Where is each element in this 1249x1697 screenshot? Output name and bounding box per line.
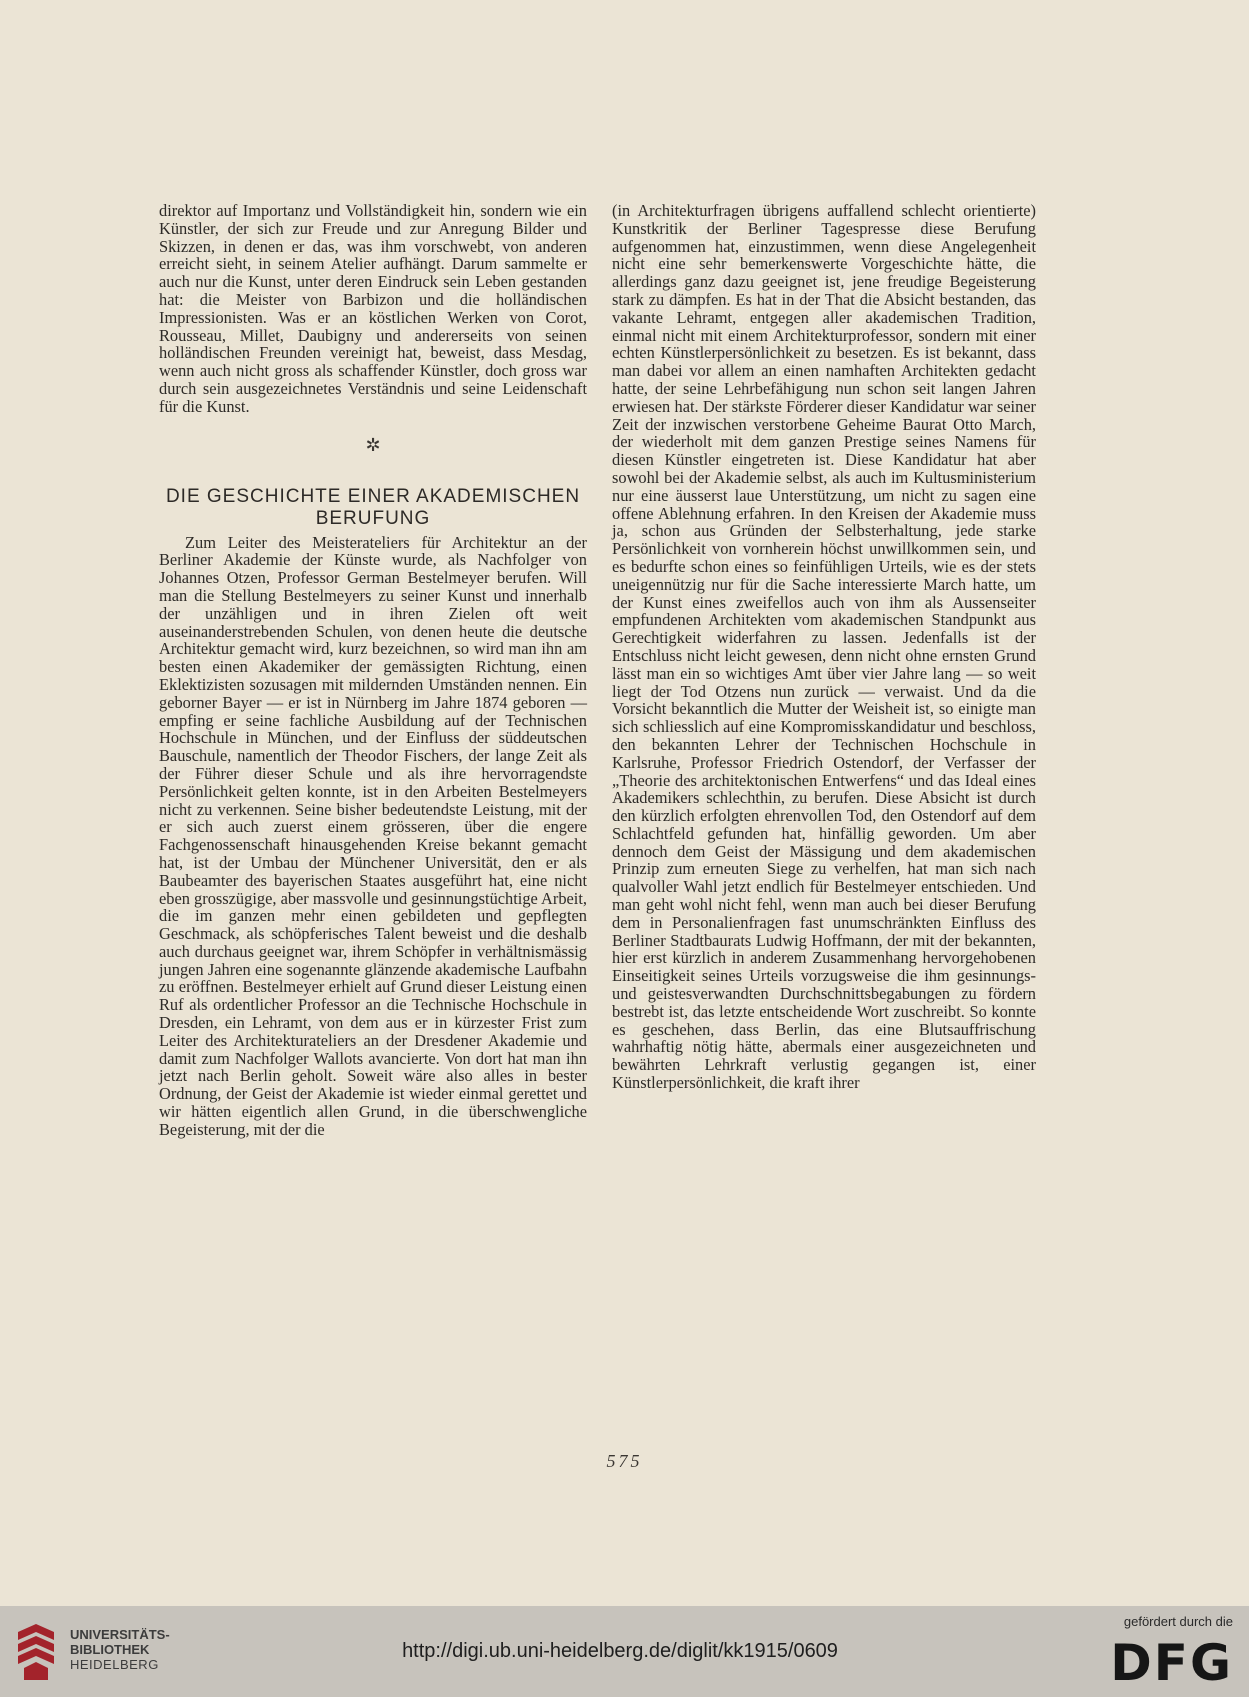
left-column — [159, 202, 587, 1139]
page-number: 575 — [606, 1451, 643, 1471]
right-column — [612, 202, 1036, 1092]
section-paragraph: Zum Leiter des Meisterateliers für Architektur an der Berliner Akademie der Künste wurde, als Nachfolger von Johannes Otzen, Professor German Bestelmeyer berufen. Will man die Stellung Bestelmeyers zu seiner Kunst und innerhalb der unzähligen und in ihren Zielen oft weit auseinanderstrebenden Schulen, von denen heute die deutsche Architektur gemacht wird, kurz bezeichnen, so wird man ihn am besten einen Akademiker der gemässigten Richtung, einen Eklektizisten sozusagen mit mildernden Umständen nennen. Ein geborner Bayer — er ist in Nürnberg im Jahre 1874 geboren — empfing er seine fachliche Ausbildung auf der Technischen Hochschule in München, und der Einfluss der süddeutschen Bauschule, namentlich der Theodor Fischers, der lange Zeit als der Führer dieser Schule und als ihre hervorragendste Persönlichkeit gelten konnte, ist in den Arbeiten Bestelmeyers nicht zu verkennen. Seine bisher bedeutendste Leistung, mit der er sich auch zuerst einem grösseren, über die engere Fachgenossenschaft hinausgehenden Kreise bekannt gemacht hat, ist der Umbau der Münchener Universität, den er als Baubeamter des bayerischen Staates ausgeführt hat, eine nicht eben grosszügige, aber massvolle und gesinnungstüchtige Arbeit, die im ganzen mehr einen gebildeten und gepflegten Geschmack, als schöpferisches Talent beweist und die deshalb auch durchaus geeignet war, ihrem Schöpfer in verhältnismässig jungen Jahren eine sogenannte glänzende akademische Laufbahn zu eröffnen. Bestelmeyer erhielt auf Grund dieser Leistung einen Ruf als ordentlicher Professor an die Technische Hochschule in Dresden, ein Lehramt, von dem aus er in kürzester Frist zum Leiter des Architekturateliers an der Dresdener Akademie und damit zum Nachfolger Wallots avancierte. Von dort hat man ihn jetzt nach Berlin geholt. Soweit wäre also alles in bester Ordnung, der Geist der Akademie ist wieder einmal gerettet und wir hätten eigentlich allen Grund, in die überschwengliche Begeisterung, mit der die — [159, 532, 587, 1139]
footer-bar — [0, 1606, 1249, 1697]
right-paragraph: (in Architekturfragen übrigens auffallend schlecht orientierte) Kunstkritik der Berliner Tagespresse diese Berufung aufgenommen hat, einzustimmen, wenn diese Angelegenheit nicht eine sehr bemerkenswerte Vorgeschichte hätte, die allerdings ganz dazu geeignet ist, jene freudige Begeisterung stark zu dämpfen. Es hat in der That die Absicht bestanden, das vakante Lehramt, entgegen aller akademischen Tradition, einmal nicht mit einem Architekturprofessor, sondern mit einer echten Künstlerpersönlichkeit zu besetzen. Es ist bekannt, dass man dabei vor allem an einen namhaften Architekten gedacht hatte, der seine Lehrbefähigung nun schon seit langen Jahren erwiesen hat. Der stärkste Förderer dieser Kandidatur war seiner Zeit der inzwischen verstorbene Geheime Baurat Otto March, der wiederholt mit dem ganzen Prestige seines Namens für diesen Künstler eingetreten ist. Diese Kandidatur hat aber sowohl bei der Akademie selbst, als auch im Kultusministerium nur eine äusserst laue Unterstützung, um nicht zu sagen eine offene Ablehnung erfahren. In den Kreisen der Akademie muss ja, schon aus Gründen der Selbsterhaltung, jede starke Persönlichkeit von vornherein höchst unwillkommen sein, und es bedurfte schon eines so feinfühligen Urteils, wie es der stets uneigennützig nur für die Sache interessierte March hatte, um der Kunst eines zweifellos auch von ihm als Aussenseiter empfundenen Architekten vom akademischen Standpunkt aus Gerechtigkeit widerfahren zu lassen. Jedenfalls ist der Entschluss nicht leicht gewesen, denn nicht ohne ernsten Grund lässt man ein so wichtiges Amt über vier Jahre lang — so weit liegt der Tod Otzens nun zurück — verwaist. Und da die Vorsicht bekanntlich die Mutter der Weisheit ist, so einigte man sich schliesslich auf eine Kompromisskandidatur und beschloss, den bekannten Lehrer der Technischen Hochschule in Karlsruhe, Professor Friedrich Ostendorf, der Verfasser der „Theorie des architektonischen Entwerfens“ und das Ideal eines Akademikers schlechthin, zu berufen. Diese Absicht ist durch den kürzlich erfolgten ehrenvollen Tod, den Ostendorf auf dem Schlachtfeld gefunden hat, hinfällig geworden. Um aber dennoch dem Geist der Mässigung und dem akademischen Prinzip zum erneuten Siege zu verhelfen, hat man sich nach qualvoller Wahl jetzt endlich für Bestelmeyer entschieden. Und man geht wohl nicht fehl, wenn man auch bei dieser Berufung dem in Personalienfragen fast unumschränkten Einfluss des Berliner Stadtbaurats Ludwig Hoffmann, der mit der bekannten, hier erst kürzlich in anderem Zusammenhang hervorgehobenen Einseitigkeit seines Urteils vorzugsweise die ihm gesinnungs- und geistesverwandten Durchschnittsbegabungen zu fördern bestrebt ist, das letzte entscheidende Wort zuschreibt. So konnte es geschehen, dass Berlin, das eine Blutsauffrischung wahrhaftig nötig hätte, abermals einer ausgezeichneten und bewährten Lehrkraft verlustig gegangen ist, einer Künstlerpersönlichkeit, die kraft ihrer — [612, 201, 1036, 1093]
dfg-logo: DFG — [1110, 1634, 1233, 1692]
section-ornament: ✲ — [365, 434, 381, 455]
funded-by-label: gefördert durch die — [1123, 1614, 1233, 1629]
library-logo-icon — [14, 1622, 58, 1682]
section-heading: DIE GESCHICHTE EINER AKADEMISCHEN BERUFUNG — [165, 485, 581, 529]
source-url[interactable]: http://digi.ub.uni-heidelberg.de/diglit/kk1915/0609 — [402, 1640, 838, 1662]
library-name: UNIVERSITÄTS- BIBLIOTHEK HEIDELBERG — [70, 1627, 170, 1672]
continued-paragraph: direktor auf Importanz und Vollständigkeit hin, sondern wie ein Künstler, der sich zur Freude und zur Anregung Bilder und Skizzen, in denen er das, was ihm vorschwebt, von anderen erreicht sieht, in seinem Atelier aufhängt. Darum sammelte er auch nur die Kunst, unter deren Eindruck sein Leben gestanden hat: die Meister von Barbizon und die holländischen Impressionisten. Was er an köstlichen Werken von Corot, Rousseau, Millet, Daubigny und andererseits von seinen holländischen Freunden vereinigt hat, beweist, dass Mesdag, wenn auch nicht gross als schaffender Künstler, doch gross war durch sein ausgezeichnetes Verständnis und seine Leidenschaft für die Kunst. — [159, 201, 587, 416]
